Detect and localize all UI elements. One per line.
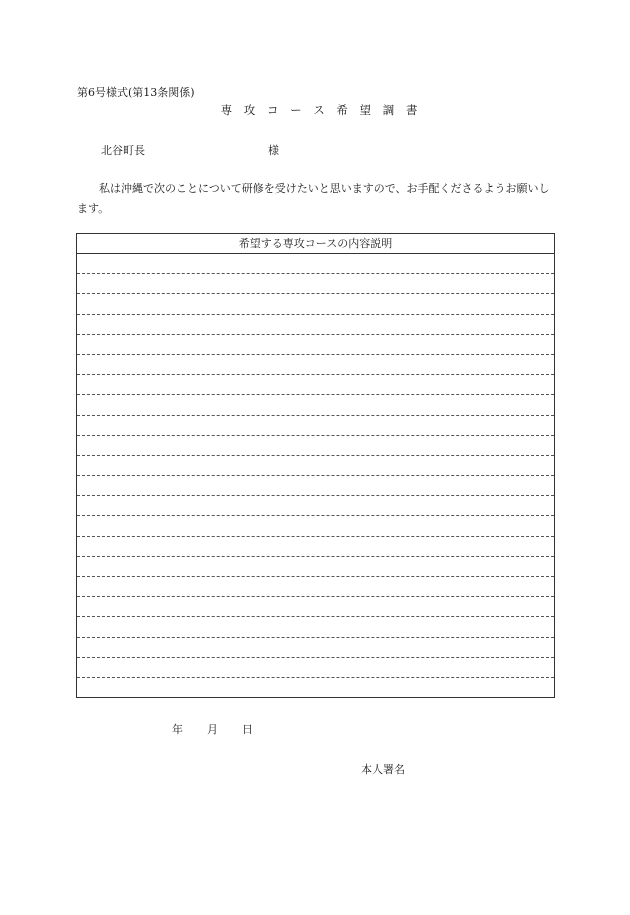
writing-line[interactable] bbox=[77, 597, 554, 617]
writing-line[interactable] bbox=[77, 274, 554, 294]
writing-line[interactable] bbox=[77, 375, 554, 395]
date-month-label: 月 bbox=[207, 723, 218, 736]
writing-area[interactable] bbox=[77, 254, 554, 698]
writing-line[interactable] bbox=[77, 335, 554, 355]
writing-line[interactable] bbox=[77, 638, 554, 658]
addressee-name: 北谷町長 bbox=[101, 144, 145, 157]
writing-line[interactable] bbox=[77, 617, 554, 637]
writing-line[interactable] bbox=[77, 557, 554, 577]
writing-line[interactable] bbox=[77, 658, 554, 678]
writing-line[interactable] bbox=[77, 355, 554, 375]
writing-line[interactable] bbox=[77, 395, 554, 415]
request-body-text: 私は沖縄で次のことについて研修を受けたいと思いますので、お手配くださるようお願いします。 bbox=[77, 182, 550, 215]
form-number: 第6号様式(第13条関係) bbox=[77, 86, 195, 99]
addressee-honorific: 様 bbox=[268, 144, 279, 157]
writing-line[interactable] bbox=[77, 456, 554, 476]
date-year-label: 年 bbox=[172, 723, 183, 736]
writing-line[interactable] bbox=[77, 436, 554, 456]
writing-line[interactable] bbox=[77, 315, 554, 335]
table-header: 希望する専攻コースの内容説明 bbox=[77, 234, 554, 254]
date-day-label: 日 bbox=[242, 723, 253, 736]
writing-line[interactable] bbox=[77, 537, 554, 557]
writing-line[interactable] bbox=[77, 476, 554, 496]
writing-line[interactable] bbox=[77, 496, 554, 516]
writing-line[interactable] bbox=[77, 678, 554, 698]
writing-line[interactable] bbox=[77, 577, 554, 597]
course-description-table bbox=[76, 233, 555, 698]
writing-line[interactable] bbox=[77, 516, 554, 536]
writing-line[interactable] bbox=[77, 294, 554, 314]
writing-line[interactable] bbox=[77, 416, 554, 436]
document-title: 専 攻 コ ー ス 希 望 調 書 bbox=[220, 103, 422, 117]
signature-label: 本人署名 bbox=[361, 763, 405, 776]
writing-line[interactable] bbox=[77, 254, 554, 274]
